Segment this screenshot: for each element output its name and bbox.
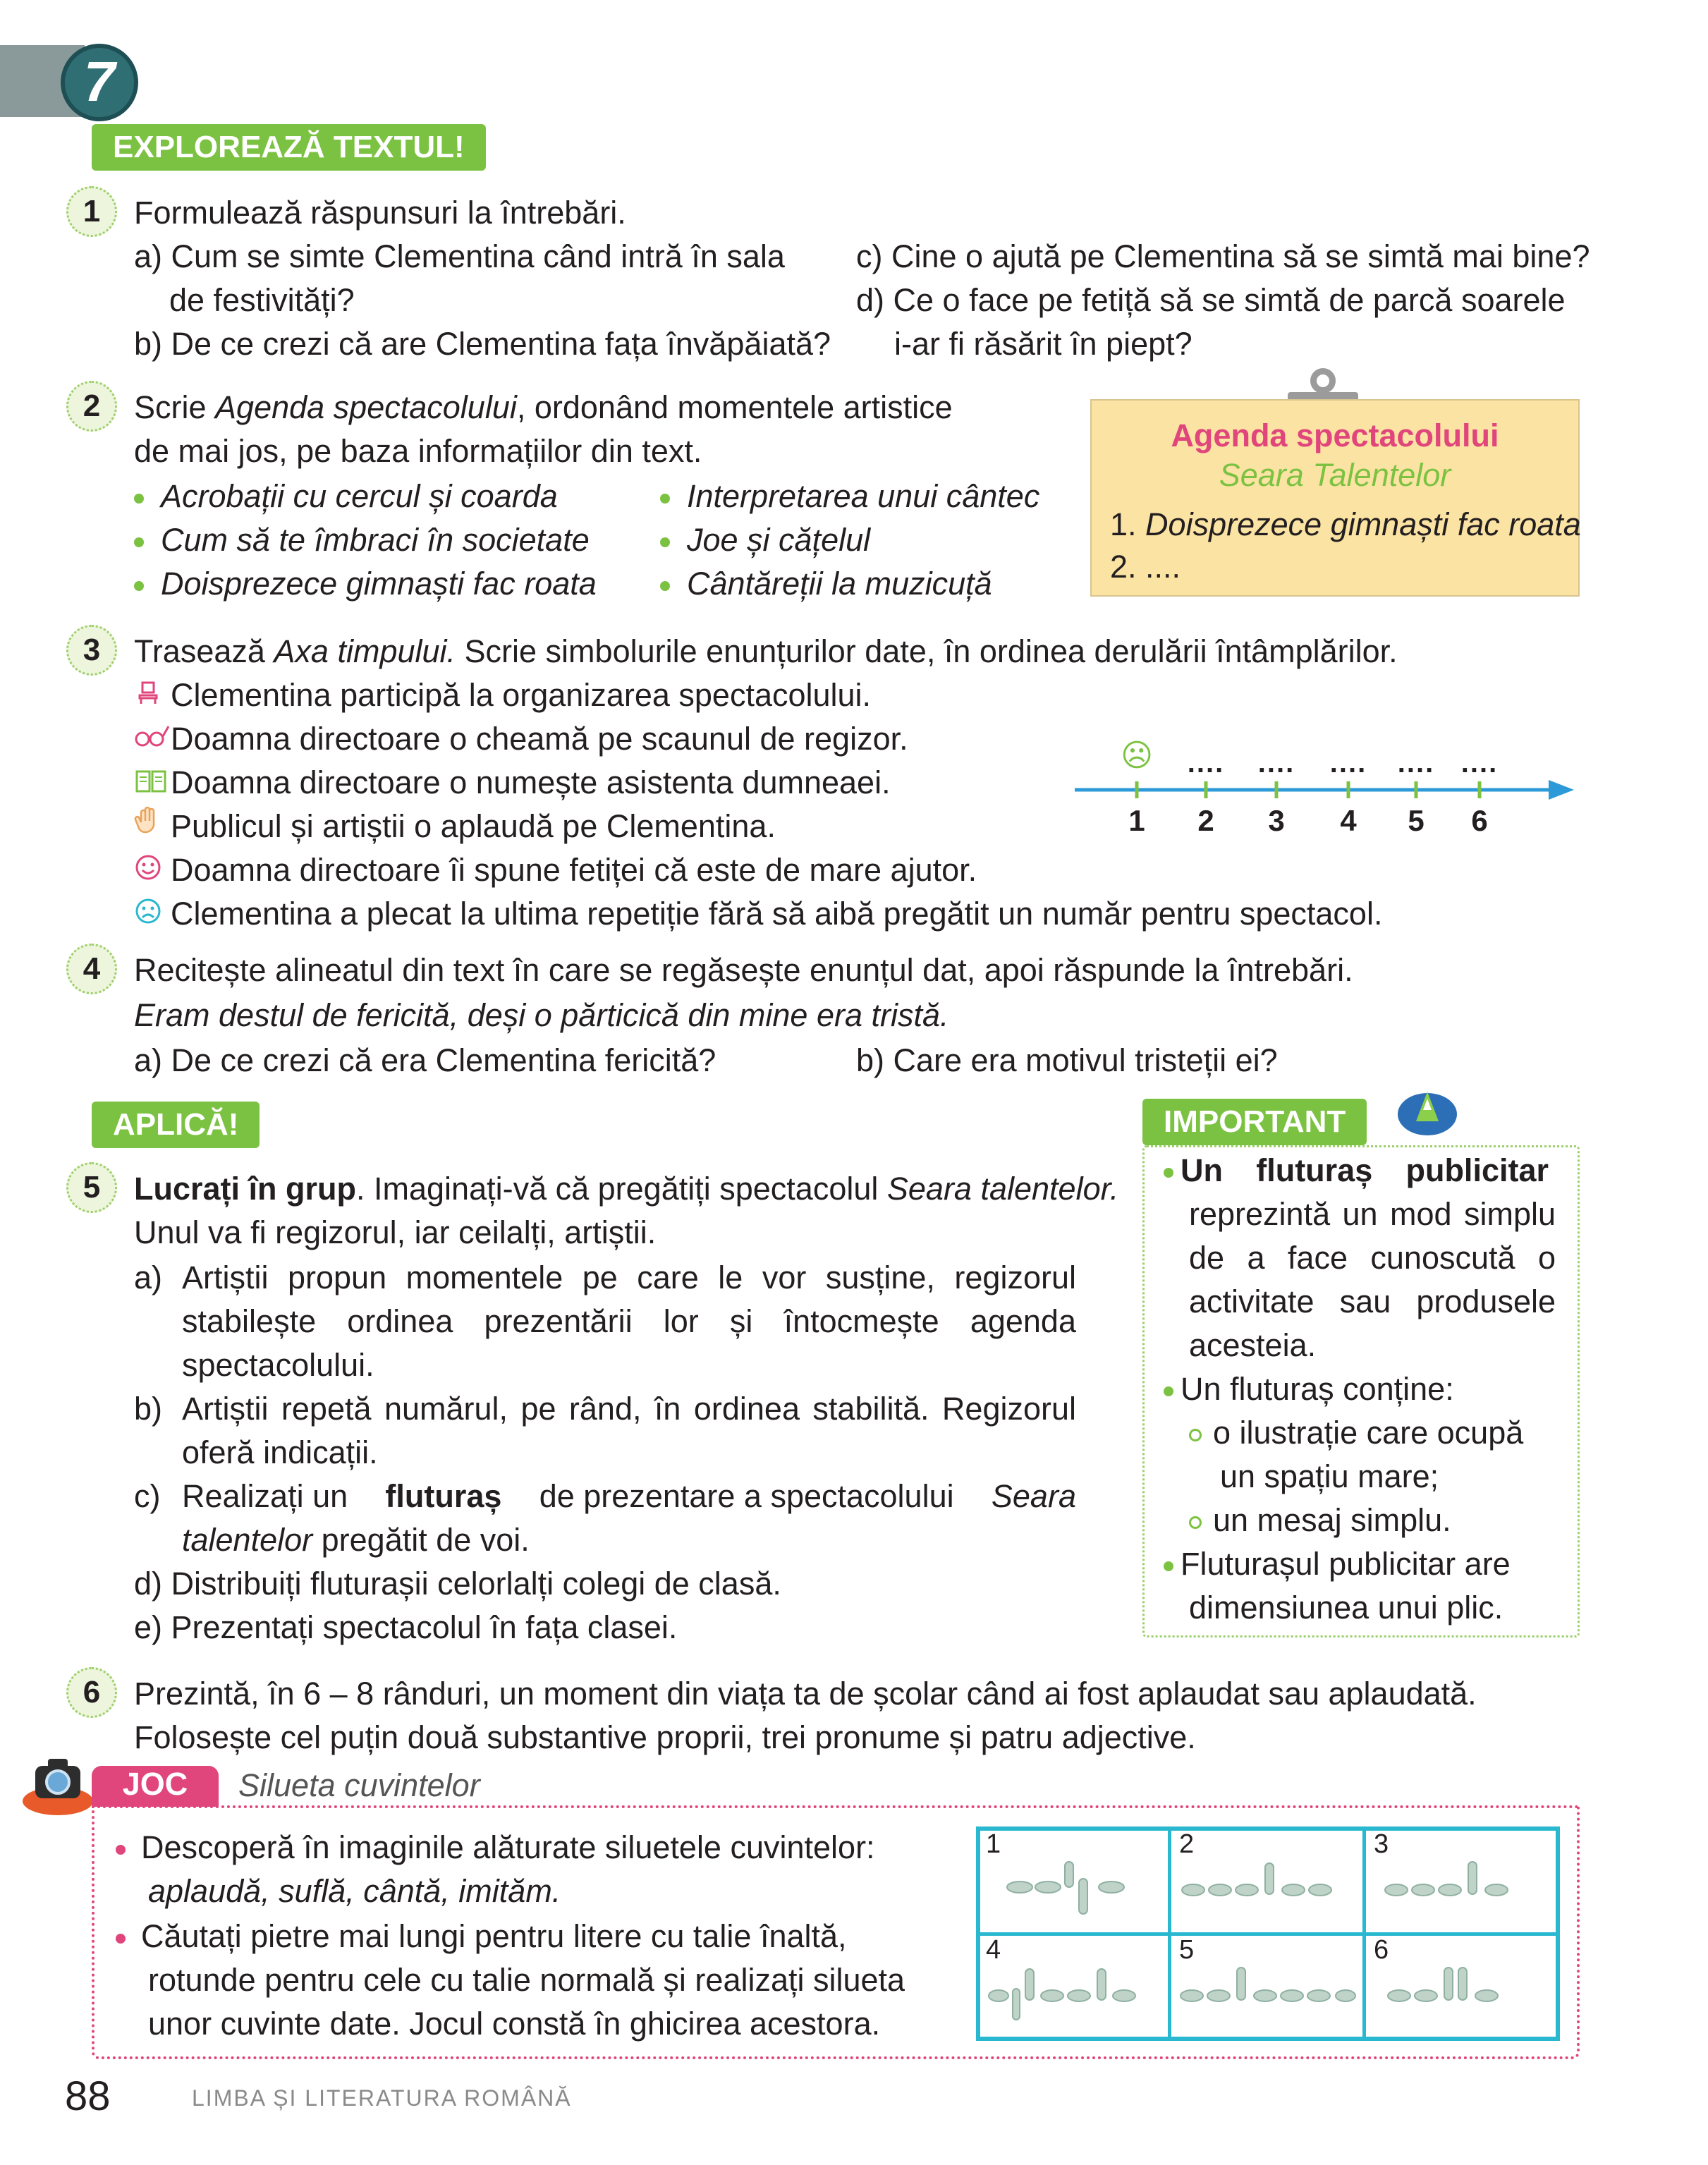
statement-text: Clementina a plecat la ultima repetiție fără să aibă pregătit un număr pentru spectacol. — [171, 896, 1383, 932]
exercise-5-c2-post: pregătit de voi. — [312, 1522, 530, 1558]
exercise-2-text-post: , ordonând momentele artistice — [516, 389, 953, 425]
important-sub-1-text: o ilustrație care ocupă — [1213, 1415, 1524, 1451]
clapping-hand-icon — [134, 807, 171, 851]
exercise-5-a-line-1: Artiștii propun momentele pe care le vor susține, regizorul — [182, 1260, 1076, 1295]
timeline-placeholder: .... — [1460, 748, 1499, 779]
grid-cell-number: 4 — [986, 1935, 1001, 1965]
grid-divider — [976, 1932, 1560, 1936]
exercise-4-title: Recitește alineatul din text în care se regăsește enunțul dat, apoi răspunde la întrebări. — [134, 952, 1353, 988]
exercise-5-intro-bold: Lucrați în grup — [134, 1171, 356, 1207]
bullet-icon — [116, 1845, 126, 1855]
page-number: 88 — [65, 2073, 111, 2119]
agenda-card-line-2: 2. .... — [1110, 549, 1181, 585]
exercise-5-d: d) Distribuiți fluturașii celorlalți colegi de clasă. — [134, 1566, 781, 1602]
exercise-5-intro-italic: Seara talentelor. — [886, 1171, 1119, 1207]
statement-text: Doamna directoare o numește asistenta dumneaei. — [171, 764, 891, 800]
exercise-5-b-label: b) — [134, 1391, 163, 1427]
grid-cell-number: 1 — [986, 1829, 1001, 1859]
important-point-3 — [1164, 1542, 1511, 1586]
important-point-3-text: Fluturașul publicitar are — [1181, 1546, 1511, 1582]
moment-label: Joe și cățelul — [687, 522, 871, 558]
bullet-icon — [660, 537, 670, 547]
subject-footer: LIMBA ȘI LITERATURA ROMÂNĂ — [192, 2085, 572, 2111]
exercise-5-intro-rest: . Imaginați-vă că pregătiți spectacolul — [356, 1171, 887, 1207]
exercise-4-number: 4 — [66, 944, 117, 994]
exercise-3-title-italic: Axa timpului. — [274, 633, 456, 669]
exercise-5-e: e) Prezentați spectacolul în fața clasei. — [134, 1609, 678, 1645]
section-apply-label: APLICĂ! — [92, 1102, 260, 1148]
important-sub-2-text: un mesaj simplu. — [1213, 1502, 1451, 1538]
exercise-4-question-a: a) De ce crezi că era Clementina fericită? — [134, 1042, 716, 1078]
moment-label: Interpretarea unui cântec — [687, 478, 1040, 514]
exercise-5-c-label: c) — [134, 1478, 161, 1514]
important-sub-1-cont: un spațiu mare; — [1220, 1458, 1439, 1494]
word-silhouette-2 — [1179, 1848, 1355, 1918]
statement-text: Doamna directoare o cheamă pe scaunul de regizor. — [171, 721, 908, 757]
exercise-5-c-pre: Realizați un — [182, 1478, 348, 1514]
moment-label: Acrobații cu cercul și coarda — [161, 478, 558, 514]
statement-text: Doamna directoare îi spune fetiței că este de mare ajutor. — [171, 852, 977, 888]
bullet-icon — [134, 537, 144, 547]
game-bullet-1 — [116, 1825, 875, 1870]
bullet-icon — [660, 494, 670, 504]
exercise-1-number: 1 — [66, 186, 117, 237]
timeline-placeholder: .... — [1329, 748, 1367, 779]
moment-label: Doisprezece gimnaști fac roata — [161, 566, 597, 602]
moment-label: Cântăreții la muzicuță — [687, 566, 992, 602]
exercise-6-line-2: Folosește cel puțin două substantive proprii, trei pronume și patru adjective. — [134, 1719, 1196, 1755]
exercise-5-c-italic: Seara — [991, 1478, 1076, 1514]
exercise-5-b-line-2: oferă indicații. — [182, 1434, 378, 1470]
grid-cell-number: 6 — [1374, 1935, 1389, 1965]
statement-5 — [134, 848, 977, 895]
exercise-5-number: 5 — [66, 1162, 117, 1213]
exercise-5-intro-cont: Unul va fi regizorul, iar ceilalți, artiștii. — [134, 1214, 657, 1250]
important-point-1-line-2: reprezintă un mod simplu — [1189, 1196, 1556, 1232]
exercise-2-instruction — [134, 385, 953, 429]
timeline-tick-label: 4 — [1340, 804, 1357, 837]
bullet-icon — [660, 581, 670, 591]
timeline-placeholder: .... — [1397, 748, 1435, 779]
important-point-2 — [1164, 1367, 1454, 1411]
bullet-icon — [1164, 1561, 1173, 1571]
word-silhouette-5 — [1176, 1953, 1360, 2031]
word-silhouette-4 — [986, 1953, 1166, 2031]
exercise-6-number: 6 — [66, 1667, 117, 1718]
timeline-tick-label: 5 — [1408, 804, 1425, 837]
statement-6 — [134, 891, 1382, 939]
bullet-icon — [1164, 1168, 1173, 1178]
game-bullet-2 — [116, 1914, 847, 1958]
word-silhouette-1 — [1006, 1848, 1147, 1918]
important-point-1-bold: Un fluturaș publicitar — [1181, 1152, 1549, 1188]
statement-4 — [134, 804, 776, 851]
sub-bullet-icon — [1189, 1429, 1202, 1441]
chapter-number: 7 — [83, 50, 116, 113]
important-point-1 — [1164, 1148, 1549, 1193]
important-point-1-line-4: activitate sau produsele — [1189, 1283, 1556, 1319]
timeline-placeholder: .... — [1187, 748, 1225, 779]
moment-label: Cum să te îmbraci în societate — [161, 522, 590, 558]
exercise-5-c-line-2 — [182, 1518, 530, 1562]
timeline-tick-label: 3 — [1268, 804, 1285, 837]
moment-list-left-2 — [134, 518, 590, 562]
statement-3 — [134, 760, 891, 807]
chair-icon — [134, 676, 171, 720]
grid-cell-number: 5 — [1179, 1935, 1195, 1965]
agenda-card-subtitle: Seara Talentelor — [1219, 457, 1451, 493]
exercise-1-question-c: c) Cine o ajută pe Clementina să se simtă mai bine? — [856, 238, 1590, 274]
exercise-2-text-pre: Scrie — [134, 389, 216, 425]
game-bullet-2-line-2: rotunde pentru cele cu talie normală și realizați silueta — [148, 1962, 905, 1998]
exercise-5-intro — [134, 1166, 1118, 1211]
sad-face-icon — [134, 894, 171, 939]
statement-1 — [134, 673, 871, 720]
section-important-label: IMPORTANT — [1142, 1099, 1367, 1145]
exercise-1-question-b: b) De ce crezi că are Clementina fața învăpăiată? — [134, 326, 831, 362]
exercise-5-a-line-2: stabilește ordinea prezentării lor și întocmește agenda — [182, 1303, 1076, 1339]
smiley-icon — [134, 850, 171, 895]
exercise-2-instruction-cont: de mai jos, pe baza informațiilor din text. — [134, 433, 702, 469]
exercise-4-question-b: b) Care era motivul tristeții ei? — [856, 1042, 1278, 1078]
word-silhouette-6 — [1384, 1953, 1550, 2031]
important-sub-1 — [1189, 1410, 1523, 1455]
bullet-icon — [134, 494, 144, 504]
important-point-2-text: Un fluturaș conține: — [1181, 1371, 1454, 1407]
exercise-5-c-line-1 — [182, 1474, 1076, 1518]
exercise-1-title: Formulează răspunsuri la întrebări. — [134, 195, 626, 231]
grid-cell-number: 3 — [1374, 1829, 1389, 1859]
game-bullet-1-text: Descoperă în imaginile alăturate siluetele cuvintelor: — [141, 1829, 875, 1865]
camera-icon — [20, 1750, 96, 1818]
moment-list-left-3 — [134, 561, 597, 606]
exercise-5-c-bold: fluturaș — [385, 1478, 502, 1514]
statement-2 — [134, 716, 908, 764]
exercise-5-a-line-3: spectacolului. — [182, 1347, 374, 1383]
timeline-tick-label: 1 — [1128, 804, 1145, 837]
moment-list-right-2 — [660, 518, 870, 562]
book-icon — [134, 763, 171, 807]
timeline-tick-label: 6 — [1471, 804, 1488, 837]
exercise-1-question-a-cont: de festivități? — [169, 282, 355, 318]
agenda-card-title: Agenda spectacolului — [1171, 417, 1499, 453]
exercise-5-a-label: a) — [134, 1260, 163, 1295]
agenda-line-number: 1. — [1110, 506, 1146, 542]
statement-text: Clementina participă la organizarea spectacolului. — [171, 677, 872, 713]
exercise-3-number: 3 — [66, 625, 117, 676]
important-sub-2 — [1189, 1498, 1451, 1542]
game-bullet-2-text: Căutați pietre mai lungi pentru litere cu talie înaltă, — [141, 1918, 847, 1954]
section-explore-label: EXPLOREAZĂ TEXTUL! — [92, 124, 486, 171]
grid-cell-number: 2 — [1179, 1829, 1195, 1859]
exercise-3-title — [134, 629, 1398, 673]
important-point-1-line-5: acesteia. — [1189, 1327, 1317, 1363]
exercise-3-title-pre: Trasează — [134, 633, 274, 669]
bullet-icon — [134, 581, 144, 591]
moment-list-right-1 — [660, 474, 1039, 518]
exercise-5-c2-italic: talentelor — [182, 1522, 313, 1558]
exercise-5-b-line-1: Artiștii repetă numărul, pe rând, în ordinea stabilită. Regizorul — [182, 1391, 1076, 1427]
exercise-1-question-a: a) Cum se simte Clementina când intră în sala — [134, 238, 785, 274]
agenda-line-text: Doisprezece gimnaști fac roata — [1145, 506, 1581, 542]
important-point-1-line-3: de a face cunoscută o — [1189, 1240, 1556, 1276]
exercise-3-title-post: Scrie simbolurile enunțurilor date, în ordinea derulării întâmplărilor. — [456, 633, 1398, 669]
important-point-3-cont: dimensiunea unui plic. — [1189, 1590, 1503, 1626]
exercise-6-line-1: Prezintă, în 6 – 8 rânduri, un moment din viața ta de școlar când ai fost aplaudat sau aplaudată. — [134, 1676, 1477, 1712]
exercise-4-quote: Eram destul de fericită, deși o părticică din mine era tristă. — [134, 997, 949, 1033]
exercise-5-c-mid: de prezentare a spectacolului — [539, 1478, 954, 1514]
timeline-placeholder: .... — [1257, 748, 1295, 779]
game-bullet-2-line-3: unor cuvinte date. Jocul constă în ghicirea acestora. — [148, 2006, 881, 2042]
statement-text: Publicul și artiștii o aplaudă pe Clementina. — [171, 808, 776, 844]
game-bullet-1-cont: aplaudă, suflă, cântă, imităm. — [148, 1873, 561, 1909]
agenda-card-line-1 — [1110, 502, 1581, 547]
pin-icon — [1310, 368, 1336, 394]
timeline-first-symbol: ☹ — [1121, 738, 1153, 773]
sub-bullet-icon — [1189, 1516, 1202, 1529]
exercise-2-number: 2 — [66, 381, 117, 432]
moment-list-left-1 — [134, 474, 558, 518]
bullet-icon — [116, 1934, 126, 1944]
word-silhouette-3 — [1375, 1848, 1551, 1918]
pencil-icon — [1395, 1082, 1460, 1138]
timeline-tick-label: 2 — [1197, 804, 1214, 837]
bullet-icon — [1164, 1386, 1173, 1396]
game-title: Silueta cuvintelor — [238, 1767, 480, 1803]
glasses-icon — [134, 719, 171, 764]
moment-list-right-3 — [660, 561, 992, 606]
exercise-2-text-italic: Agenda spectacolului — [215, 389, 517, 425]
exercise-1-question-d-cont: i-ar fi răsărit în piept? — [894, 326, 1192, 362]
exercise-1-question-d: d) Ce o face pe fetiță să se simtă de parcă soarele — [856, 282, 1566, 318]
game-label: JOC — [122, 1766, 188, 1802]
